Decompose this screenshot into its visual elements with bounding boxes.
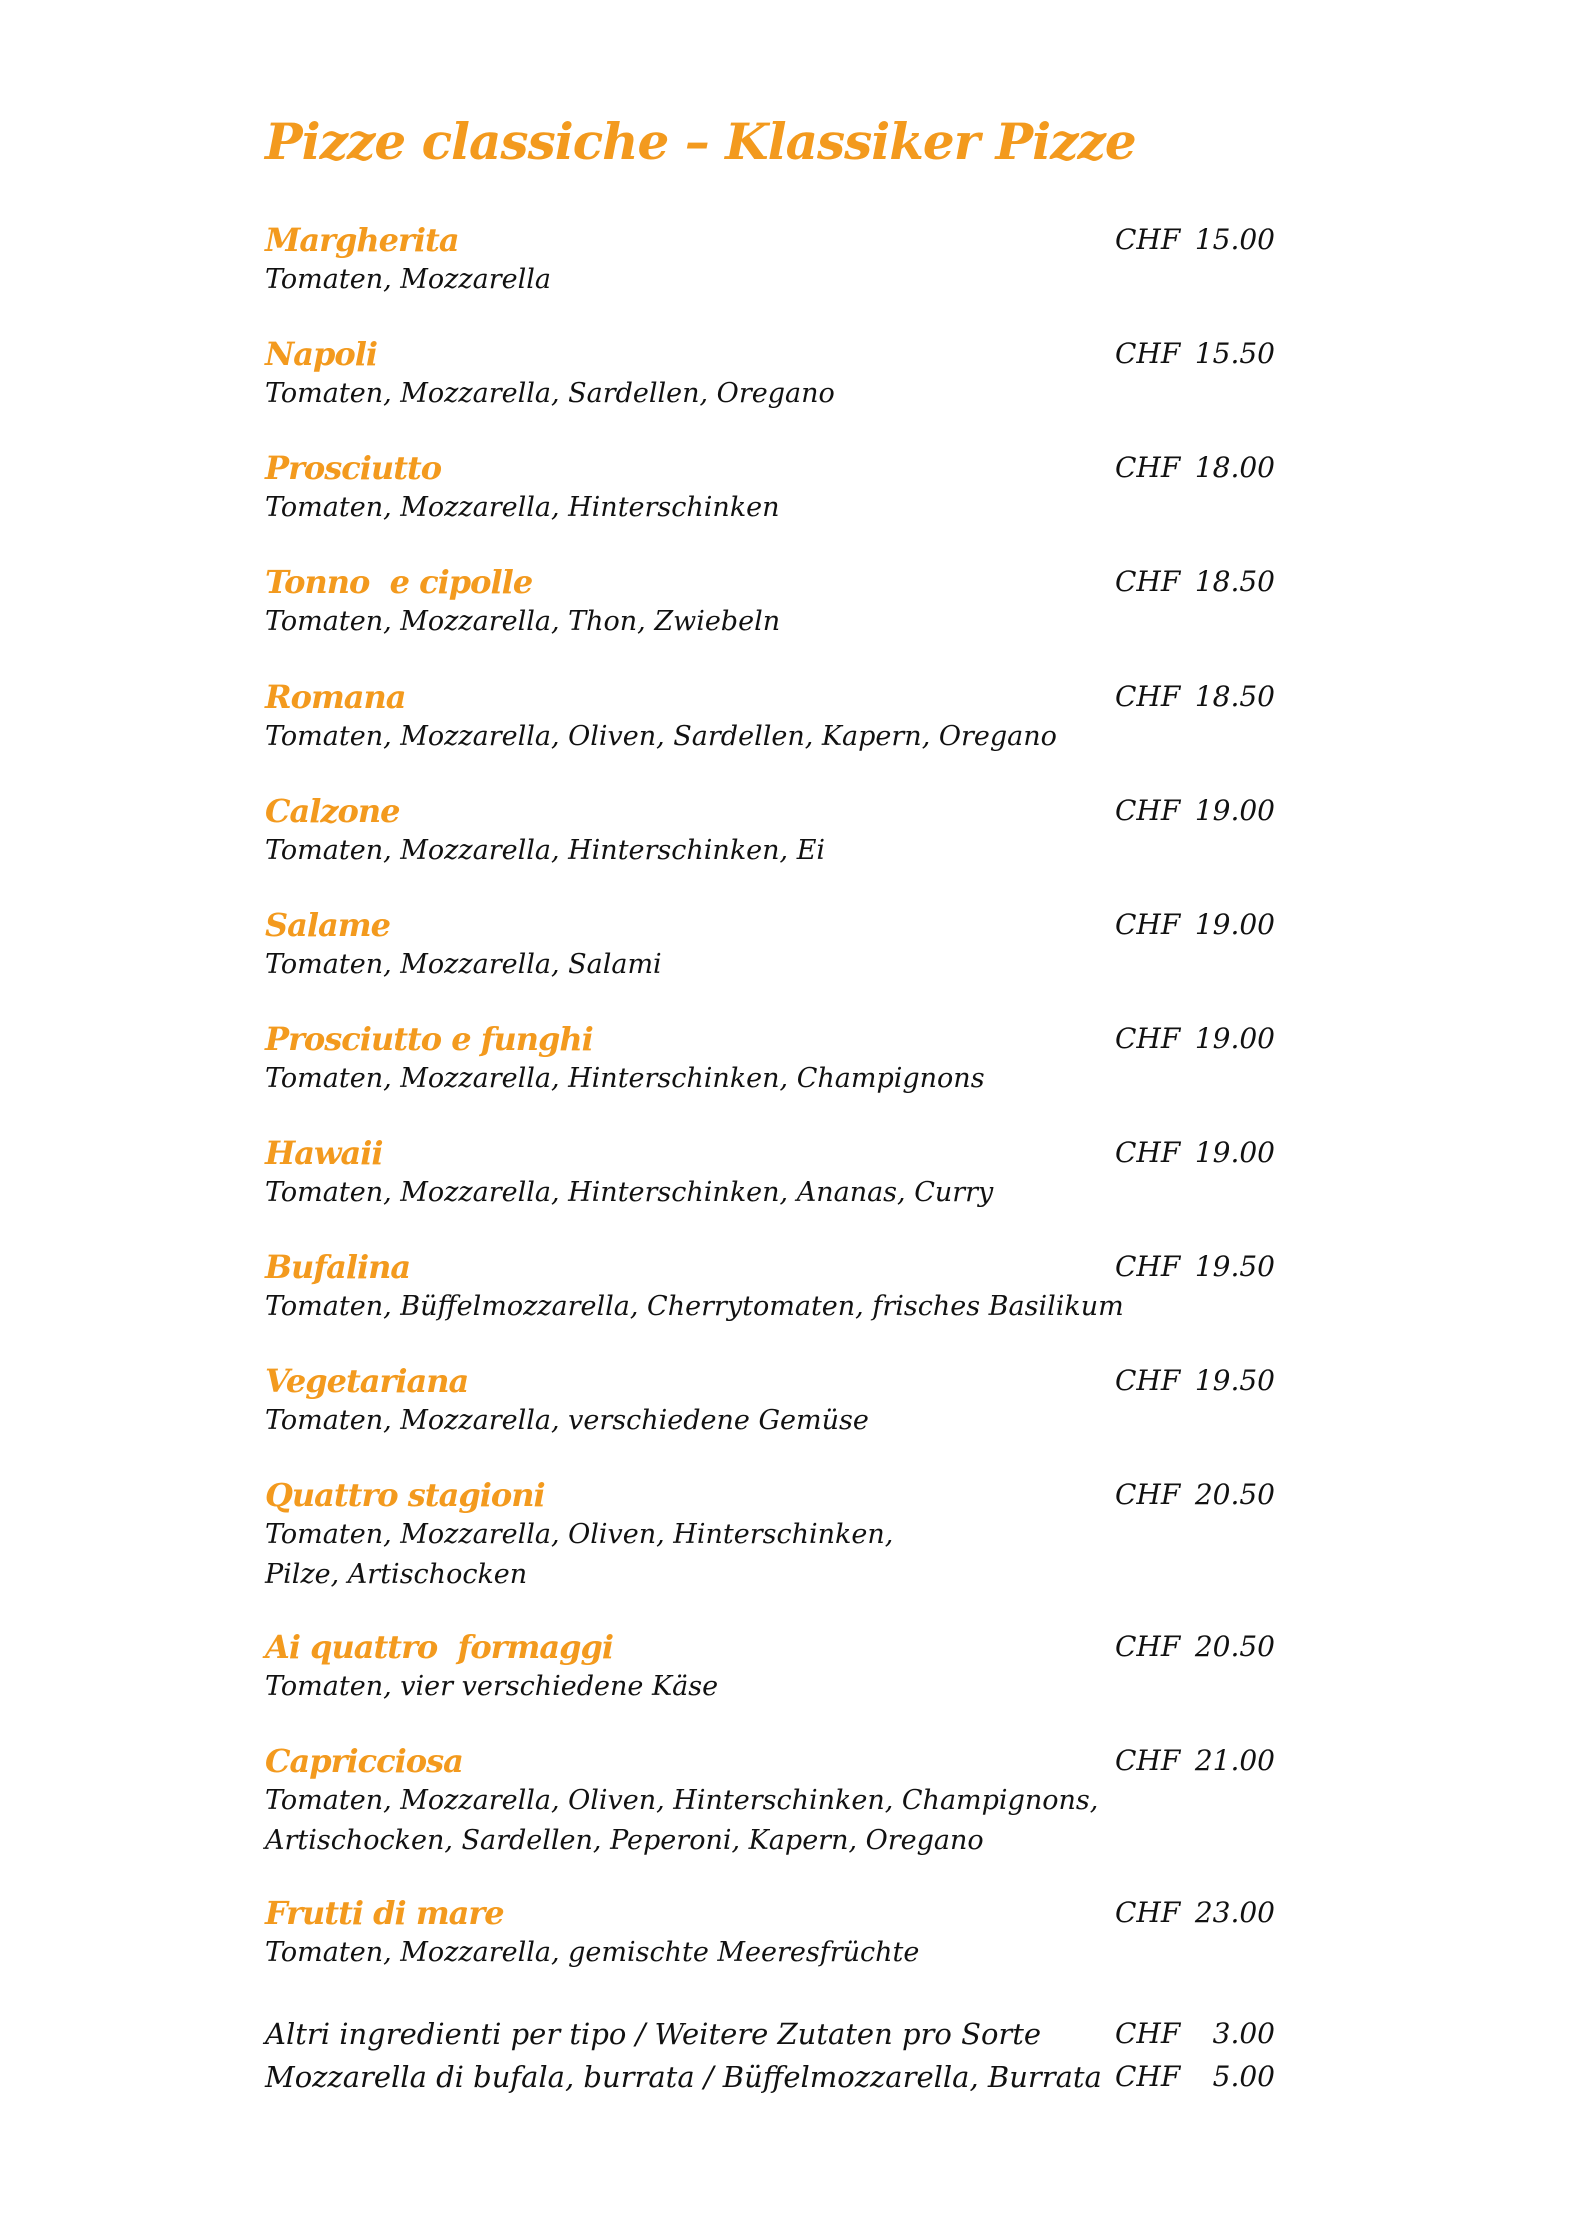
currency: CHF (1115, 337, 1181, 370)
item-price (1115, 791, 1275, 831)
currency: CHF (1115, 1744, 1181, 1777)
price-amount: 19.50 (1194, 1364, 1275, 1397)
price-amount: 21.00 (1194, 1744, 1275, 1777)
item-name: Salame (265, 906, 390, 944)
item-name: Romana (265, 678, 406, 716)
price-amount: 18.50 (1194, 565, 1275, 598)
item-name: Bufalina (265, 1248, 411, 1286)
extra-ingredients-row (265, 2014, 1275, 2054)
item-description: Tomaten, Mozzarella, Oliven, Hinterschinken, Champignons, (265, 1785, 1099, 1816)
currency: CHF (1115, 794, 1181, 827)
item-price (1115, 562, 1275, 602)
menu-item (265, 1361, 1275, 1441)
currency: CHF (1115, 1630, 1181, 1663)
menu-item (265, 677, 1275, 757)
item-name: Margherita (265, 221, 459, 259)
extra-mozzarella-row (265, 2057, 1275, 2097)
item-name: Calzone (265, 792, 400, 830)
item-price (1115, 1627, 1275, 1667)
menu-item (265, 448, 1275, 528)
currency: CHF (1115, 908, 1181, 941)
menu-item (265, 1247, 1275, 1327)
currency: CHF (1115, 223, 1181, 256)
item-price (1115, 677, 1275, 717)
price-amount: 19.50 (1194, 1250, 1275, 1283)
currency: CHF (1115, 1896, 1181, 1929)
item-price (1115, 1475, 1275, 1515)
menu-item (265, 791, 1275, 871)
price-amount: 19.00 (1194, 908, 1275, 941)
item-description: Tomaten, Büffelmozzarella, Cherrytomaten, frisches Basilikum (265, 1291, 1124, 1322)
item-price (1115, 448, 1275, 488)
item-description-line-2: Artischocken, Sardellen, Peperoni, Kapern, Oregano (265, 1825, 984, 1856)
currency: CHF (1115, 1478, 1181, 1511)
item-price (1115, 1019, 1275, 1059)
item-description: Tomaten, Mozzarella, Salami (265, 949, 662, 980)
menu-item (265, 220, 1275, 300)
menu-item (265, 1627, 1275, 1707)
currency: CHF (1115, 680, 1181, 713)
currency: CHF (1115, 1022, 1181, 1055)
currency: CHF (1115, 1136, 1181, 1169)
menu-item (265, 334, 1275, 414)
item-description: Tomaten, Mozzarella, Thon, Zwiebeln (265, 606, 781, 637)
menu-item (265, 562, 1275, 642)
item-price (1115, 1361, 1275, 1401)
item-description: Tomaten, Mozzarella (265, 264, 551, 295)
item-price (1115, 1247, 1275, 1287)
item-description: Tomaten, Mozzarella, Oliven, Sardellen, Kapern, Oregano (265, 721, 1057, 752)
price-amount: 18.00 (1194, 451, 1275, 484)
item-description: Tomaten, Mozzarella, Hinterschinken, Champignons (265, 1063, 985, 1094)
menu-item (265, 1475, 1275, 1595)
item-price (1115, 220, 1275, 260)
currency: CHF (1115, 451, 1181, 484)
item-name: Ai quattro formaggi (265, 1628, 614, 1666)
price-amount: 23.00 (1194, 1896, 1275, 1929)
price-amount: 19.00 (1194, 1136, 1275, 1169)
page-title: Pizze classiche – Klassiker Pizze (265, 112, 1136, 171)
item-name: Hawaii (265, 1134, 383, 1172)
extra-price (1115, 2014, 1275, 2054)
price-amount: 5.00 (1212, 2060, 1275, 2093)
item-description: Tomaten, vier verschiedene Käse (265, 1671, 719, 1702)
item-name: Vegetariana (265, 1362, 469, 1400)
item-name: Frutti di mare (265, 1894, 504, 1932)
price-amount: 19.00 (1194, 1022, 1275, 1055)
extra-label: Mozzarella di bufala, burrata / Büffelmozzarella, Burrata (265, 2060, 1102, 2094)
price-amount: 20.50 (1194, 1478, 1275, 1511)
item-name: Tonno e cipolle (265, 563, 533, 601)
currency: CHF (1115, 2017, 1181, 2050)
price-amount: 19.00 (1194, 794, 1275, 827)
item-name: Napoli (265, 335, 378, 373)
item-name: Prosciutto e funghi (265, 1020, 593, 1058)
item-price (1115, 905, 1275, 945)
item-description: Tomaten, Mozzarella, Hinterschinken, Ei (265, 835, 826, 866)
item-description: Tomaten, Mozzarella, Sardellen, Oregano (265, 378, 835, 409)
menu-item (265, 1133, 1275, 1213)
currency: CHF (1115, 2060, 1181, 2093)
item-description-line-2: Pilze, Artischocken (265, 1559, 528, 1590)
currency: CHF (1115, 565, 1181, 598)
item-name: Capricciosa (265, 1742, 463, 1780)
item-name: Quattro stagioni (265, 1476, 545, 1514)
price-amount: 18.50 (1194, 680, 1275, 713)
price-amount: 20.50 (1194, 1630, 1275, 1663)
item-price (1115, 1893, 1275, 1933)
price-amount: 15.50 (1194, 337, 1275, 370)
item-description: Tomaten, Mozzarella, Hinterschinken (265, 492, 780, 523)
currency: CHF (1115, 1250, 1181, 1283)
menu-item (265, 905, 1275, 985)
item-description: Tomaten, Mozzarella, Oliven, Hinterschinken, (265, 1519, 894, 1550)
extra-label: Altri ingredienti per tipo / Weitere Zutaten pro Sorte (265, 2017, 1042, 2051)
extra-price (1115, 2057, 1275, 2097)
item-description: Tomaten, Mozzarella, gemischte Meeresfrüchte (265, 1937, 920, 1968)
item-price (1115, 1741, 1275, 1781)
currency: CHF (1115, 1364, 1181, 1397)
price-amount: 15.00 (1194, 223, 1275, 256)
item-description: Tomaten, Mozzarella, verschiedene Gemüse (265, 1405, 869, 1436)
price-amount: 3.00 (1212, 2017, 1275, 2050)
item-name: Prosciutto (265, 449, 442, 487)
item-description: Tomaten, Mozzarella, Hinterschinken, Ananas, Curry (265, 1177, 994, 1208)
item-price (1115, 334, 1275, 374)
menu-item (265, 1893, 1275, 1973)
item-price (1115, 1133, 1275, 1173)
menu-item (265, 1019, 1275, 1099)
menu-item (265, 1741, 1275, 1861)
